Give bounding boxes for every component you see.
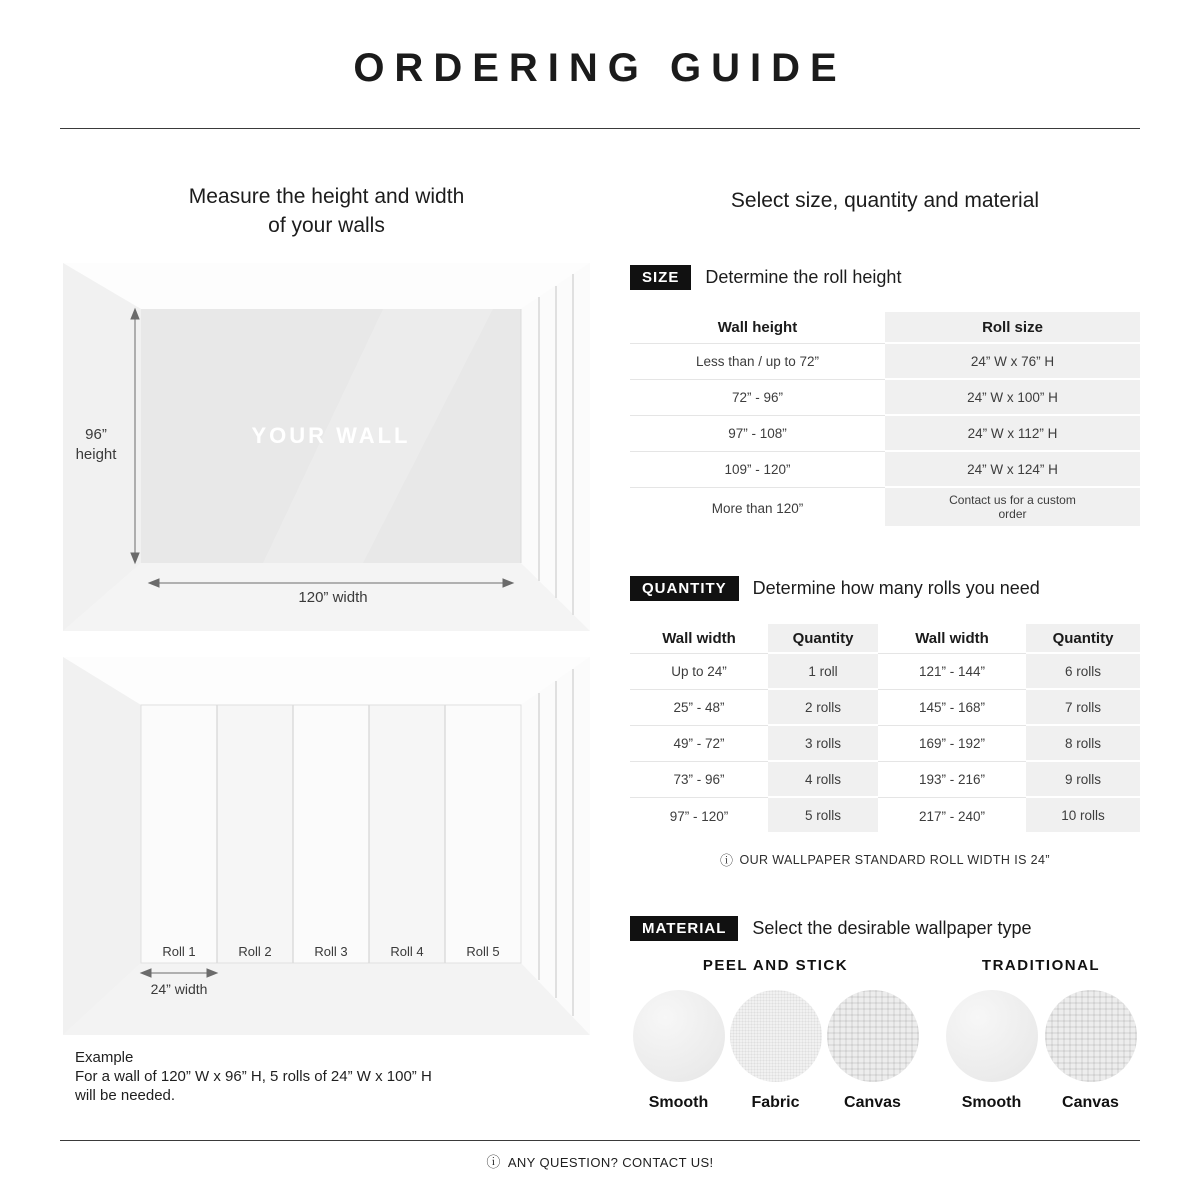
smooth-texture-circle <box>633 990 725 1082</box>
wall-width-cell: 73” - 96” <box>630 762 768 798</box>
quantity-cell: 8 rolls <box>1026 726 1140 762</box>
wall-width-cell: 49” - 72” <box>630 726 768 762</box>
quantity-subtitle: Determine how many rolls you need <box>752 578 1040 598</box>
quantity-cell: 7 rolls <box>1026 690 1140 726</box>
traditional-title: TRADITIONAL <box>981 957 1101 974</box>
wall-width-header: Wall width <box>878 624 1026 654</box>
roll-size-cell: 24” W x 76” H <box>885 344 1140 380</box>
quantity-table-row <box>630 762 1140 798</box>
contact-footer <box>0 1152 1200 1172</box>
wall-height-cell: 109” - 120” <box>630 452 885 488</box>
quantity-badge: QUANTITY <box>630 576 739 601</box>
quantity-table-header <box>630 624 1140 654</box>
wall-height-cell: More than 120” <box>711 500 804 516</box>
wall-height-header: Wall height <box>630 312 885 344</box>
material-group-traditional <box>942 957 1140 1112</box>
bottom-divider <box>60 1140 1140 1141</box>
roll-label: Roll 5 <box>466 944 500 959</box>
height-dimension-label <box>65 425 127 465</box>
peel-and-stick-swatches <box>630 990 921 1112</box>
measure-heading <box>63 182 590 240</box>
roll-size-cell: 24” W x 100” H <box>885 380 1140 416</box>
swatch-label: Canvas <box>844 1094 901 1111</box>
info-icon: ⓘ <box>486 1154 501 1170</box>
wall-width-cell: 121” - 144” <box>878 654 1026 690</box>
wall-width-cell: Up to 24” <box>630 654 768 690</box>
quantity-table <box>630 624 1140 834</box>
fabric-texture-circle <box>730 990 822 1082</box>
room-structure <box>63 657 590 1035</box>
quantity-header: Quantity <box>1026 624 1140 654</box>
quantity-cell: 6 rolls <box>1026 654 1140 690</box>
example-title: Example <box>75 1049 134 1066</box>
wall-width-cell: 97” - 120” <box>669 808 729 824</box>
wall-height-cell: 72” - 96” <box>630 380 885 416</box>
roll-size-cell: Contact us for a custom order <box>885 488 1140 528</box>
material-badge: MATERIAL <box>630 916 738 941</box>
quantity-table-row <box>630 654 1140 690</box>
measure-heading-line2: of your walls <box>268 214 385 237</box>
size-section-header <box>630 265 901 290</box>
footer-text: ANY QUESTION? CONTACT US! <box>507 1154 714 1170</box>
measure-heading-line1: Measure the height and width <box>188 185 465 208</box>
swatch-label: Canvas <box>1062 1094 1119 1111</box>
size-table-row <box>630 344 1140 380</box>
wall-width-cell: 25” - 48” <box>630 690 768 726</box>
height-unit: height <box>75 446 117 463</box>
roll-size-cell: 24” W x 124” H <box>885 452 1140 488</box>
quantity-table-row <box>630 690 1140 726</box>
wall-width-cell: 145” - 168” <box>878 690 1026 726</box>
material-subtitle: Select the desirable wallpaper type <box>752 918 1032 938</box>
size-table <box>630 312 1140 528</box>
width-dimension-label: 120” width <box>298 589 368 606</box>
wall-height-cell: 97” - 108” <box>630 416 885 452</box>
quantity-cell: 5 rolls <box>768 798 878 834</box>
roll-label: Roll 2 <box>238 944 272 959</box>
quantity-section-header <box>630 576 1040 601</box>
roll-label: Roll 3 <box>314 944 348 959</box>
size-subtitle: Determine the roll height <box>705 267 902 287</box>
swatch-smooth <box>630 990 727 1112</box>
quantity-table-row <box>630 726 1140 762</box>
top-divider <box>60 128 1140 129</box>
swatch-fabric <box>727 990 824 1112</box>
quantity-cell: 4 rolls <box>768 762 878 798</box>
roll-width-dimension-label: 24” width <box>150 981 208 997</box>
quantity-cell: 9 rolls <box>1026 762 1140 798</box>
size-table-row <box>630 416 1140 452</box>
wall-height-cell: Less than / up to 72” <box>630 344 885 380</box>
roll-size-header: Roll size <box>885 312 1140 344</box>
roll-labels-row <box>141 944 521 959</box>
quantity-table-row <box>630 798 1140 834</box>
example-note <box>75 1048 432 1105</box>
quantity-cell: 1 roll <box>768 654 878 690</box>
material-options <box>630 957 1140 1112</box>
size-table-header <box>630 312 1140 344</box>
quantity-cell: 3 rolls <box>768 726 878 762</box>
canvas-texture-circle <box>1045 990 1137 1082</box>
canvas-texture-circle <box>827 990 919 1082</box>
example-line1: For a wall of 120” W x 96” H, 5 rolls of 24” W x 100” H <box>75 1068 432 1085</box>
smooth-texture-circle <box>946 990 1038 1082</box>
example-line2: will be needed. <box>75 1087 176 1104</box>
swatch-label: Fabric <box>751 1094 800 1111</box>
page-title: ORDERING GUIDE <box>353 46 847 90</box>
size-badge: SIZE <box>630 265 691 290</box>
rolls-illustration-svg <box>63 657 590 1035</box>
wall-measure-diagram <box>63 263 590 631</box>
swatch-label: Smooth <box>648 1094 709 1111</box>
wall-width-cell: 169” - 192” <box>878 726 1026 762</box>
select-heading: Select size, quantity and material <box>730 189 1040 212</box>
peel-and-stick-title: PEEL AND STICK <box>702 957 849 974</box>
size-table-row <box>630 452 1140 488</box>
info-icon: ⓘ <box>720 853 734 868</box>
quantity-cell: 10 rolls <box>1026 798 1140 834</box>
your-wall-label: YOUR WALL <box>251 423 411 448</box>
roll-label: Roll 1 <box>162 944 196 959</box>
wall-width-header: Wall width <box>630 624 768 654</box>
height-value: 96” <box>85 426 107 443</box>
material-section-header <box>630 916 1032 941</box>
size-table-row <box>630 488 1140 528</box>
rolls-diagram <box>63 657 590 1035</box>
note-text: OUR WALLPAPER STANDARD ROLL WIDTH IS 24” <box>739 852 1050 867</box>
traditional-swatches <box>942 990 1140 1112</box>
size-table-row <box>630 380 1140 416</box>
quantity-header: Quantity <box>768 624 878 654</box>
swatch-smooth <box>942 990 1041 1112</box>
swatch-canvas <box>1041 990 1140 1112</box>
roll-size-cell: 24” W x 112” H <box>885 416 1140 452</box>
quantity-cell: 2 rolls <box>768 690 878 726</box>
swatch-label: Smooth <box>961 1094 1022 1111</box>
wall-width-cell: 193” - 216” <box>878 762 1026 798</box>
standard-roll-width-note <box>630 850 1140 869</box>
swatch-canvas <box>824 990 921 1112</box>
material-group-peel-and-stick <box>630 957 921 1112</box>
roll-label: Roll 4 <box>390 944 424 959</box>
wall-width-cell: 217” - 240” <box>918 808 986 824</box>
